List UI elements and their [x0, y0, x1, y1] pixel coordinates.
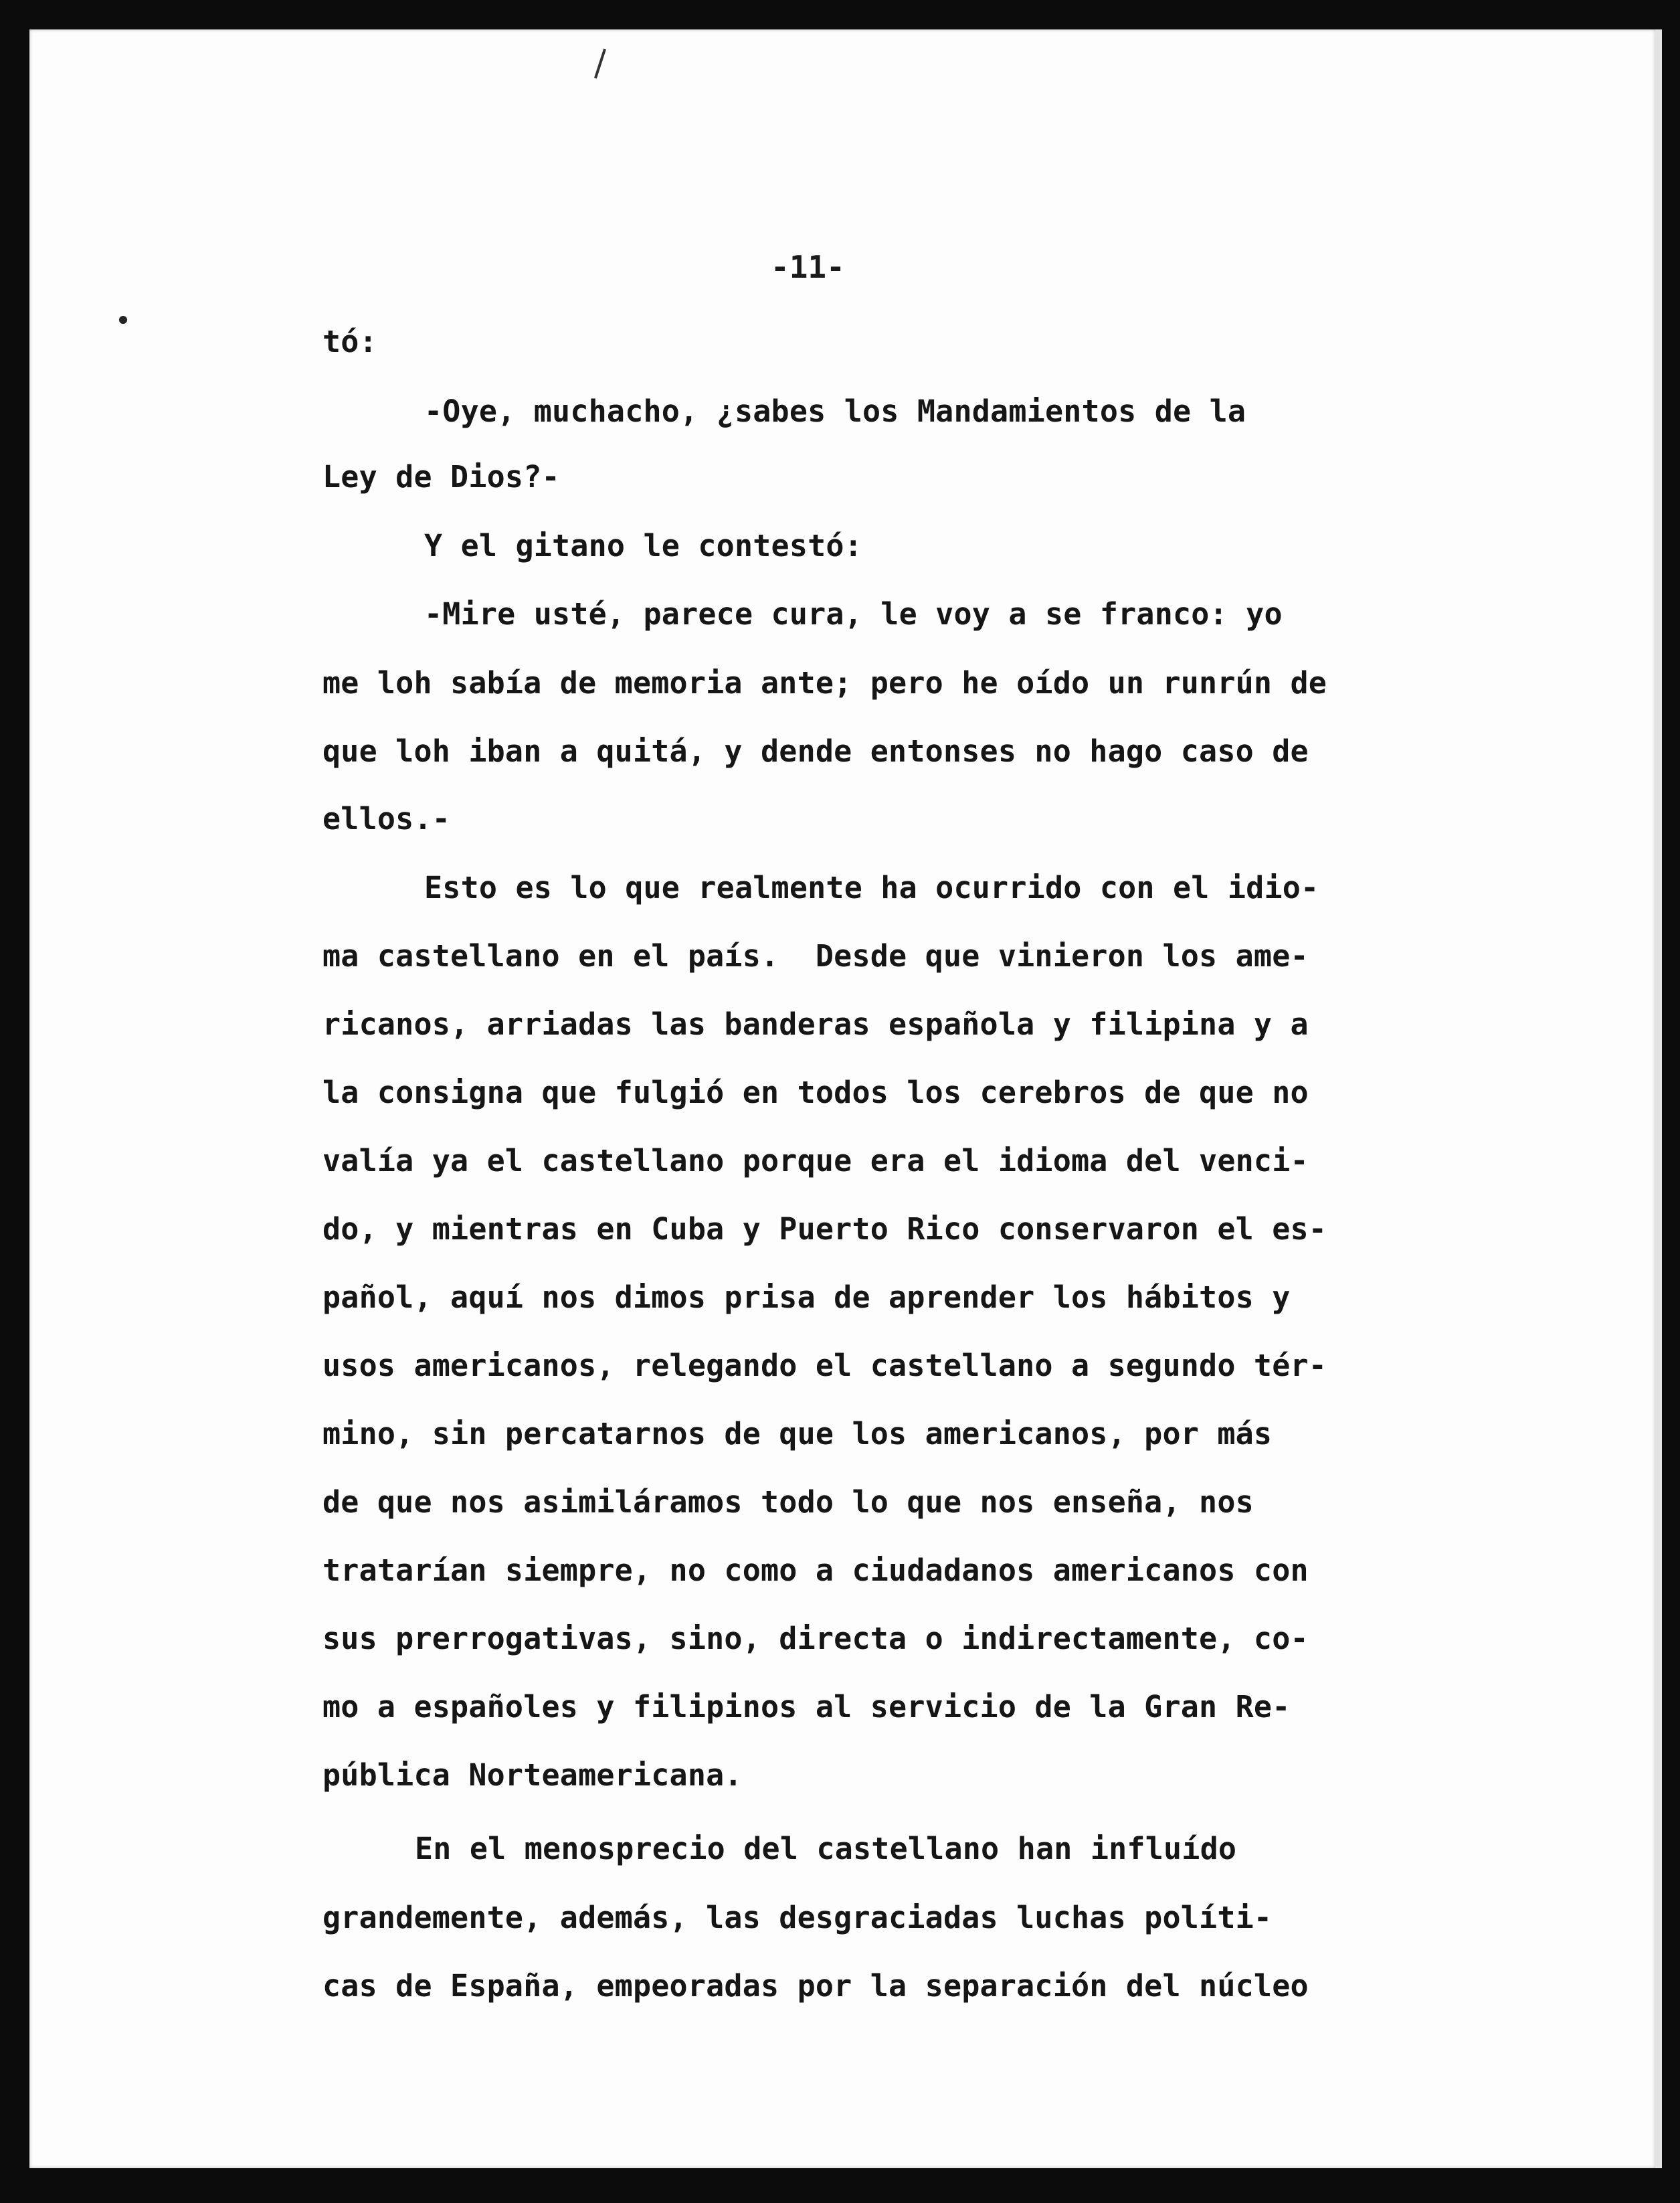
text-line: ellos.-	[322, 801, 451, 836]
text-line: Ley de Dios?-	[322, 459, 560, 495]
text-line: -Mire usté, parece cura, le voy a se franco: yo	[424, 596, 1283, 632]
text-line: En el menosprecio del castellano han influído	[415, 1831, 1237, 1866]
text-line: sus prerrogativas, sino, directa o indirectamente, co-	[322, 1621, 1309, 1656]
text-line: valía ya el castellano porque era el idioma del venci-	[322, 1143, 1309, 1178]
text-line: Esto es lo que realmente ha ocurrido con el idio-	[424, 870, 1319, 905]
page-edge	[1655, 29, 1662, 2168]
text-line: que loh iban a quitá, y dende entonses no hago caso de	[322, 733, 1309, 769]
text-line: mo a españoles y filipinos al servicio de la Gran Re-	[322, 1689, 1291, 1725]
text-line: pañol, aquí nos dimos prisa de aprender los hábitos y	[322, 1280, 1291, 1315]
text-line: -Oye, muchacho, ¿sabes los Mandamientos de la	[424, 393, 1246, 429]
text-line: tó:	[322, 324, 377, 359]
page-number: -11-	[771, 249, 845, 285]
text-line: ma castellano en el país. Desde que vinieron los ame-	[322, 938, 1309, 974]
text-line: cas de España, empeoradas por la separación del núcleo	[322, 1968, 1309, 2004]
text-line: me loh sabía de memoria ante; pero he oído un runrún de	[322, 665, 1327, 701]
text-line: la consigna que fulgió en todos los cerebros de que no	[322, 1075, 1309, 1110]
text-line: do, y mientras en Cuba y Puerto Rico conservaron el es-	[322, 1211, 1327, 1247]
text-line: usos americanos, relegando el castellano a segundo tér-	[322, 1348, 1327, 1383]
text-line: tratarían siempre, no como a ciudadanos americanos con	[322, 1553, 1309, 1588]
text-line: mino, sin percatarnos de que los americanos, por más	[322, 1416, 1273, 1451]
text-line: ricanos, arriadas las banderas española y filipina y a	[322, 1006, 1309, 1042]
text-line: grandemente, además, las desgraciadas luchas políti-	[322, 1900, 1273, 1935]
stray-dot-mark	[119, 316, 127, 324]
text-line: Y el gitano le contestó:	[424, 528, 863, 563]
text-line: pública Norteamericana.	[322, 1757, 743, 1793]
text-line: de que nos asimiláramos todo lo que nos enseña, nos	[322, 1484, 1254, 1520]
